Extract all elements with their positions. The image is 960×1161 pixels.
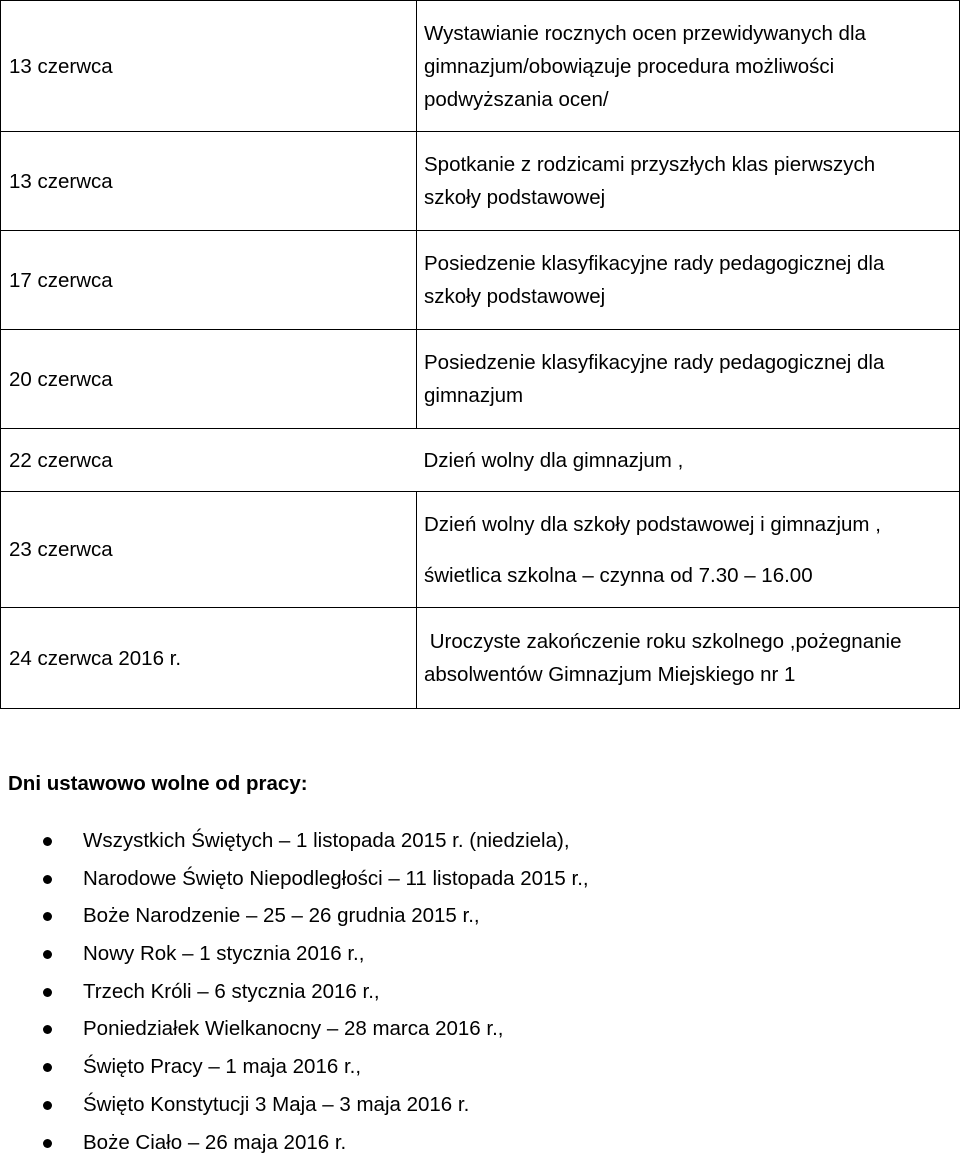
holiday-text: Poniedziałek Wielkanocny – 28 marca 2016 r., xyxy=(83,1017,503,1040)
table-row xyxy=(1,132,960,231)
holidays-heading: Dni ustawowo wolne od pracy: xyxy=(8,767,308,801)
table-row xyxy=(1,1,960,132)
list-item xyxy=(0,1124,589,1161)
event-text: Posiedzenie klasyfikacyjne rady pedagogicznej dla xyxy=(424,247,955,280)
bullet-icon xyxy=(43,1139,52,1148)
event-cell xyxy=(417,608,960,709)
list-item xyxy=(0,973,589,1011)
list-item xyxy=(0,1048,589,1086)
event-text: szkoły podstawowej xyxy=(424,280,955,313)
holiday-text: Święto Konstytucji 3 Maja – 3 maja 2016 r. xyxy=(83,1093,469,1116)
bullet-icon xyxy=(43,950,52,959)
date-cell: 13 czerwca xyxy=(1,132,417,231)
bullet-icon xyxy=(43,875,52,884)
table-row xyxy=(1,429,960,492)
event-cell xyxy=(417,132,960,231)
event-cell xyxy=(417,1,960,132)
holiday-text: Boże Ciało – 26 maja 2016 r. xyxy=(83,1131,346,1154)
bullet-icon xyxy=(43,912,52,921)
event-text: Wystawianie rocznych ocen przewidywanych dla xyxy=(424,17,955,50)
holiday-text: Boże Narodzenie – 25 – 26 grudnia 2015 r., xyxy=(83,904,480,927)
event-text: Dzień wolny dla gimnazjum , xyxy=(424,444,956,477)
date-cell: 23 czerwca xyxy=(1,492,417,608)
table-row xyxy=(1,231,960,330)
event-text: Posiedzenie klasyfikacyjne rady pedagogicznej dla xyxy=(424,346,955,379)
list-item xyxy=(0,860,589,898)
event-cell xyxy=(417,330,960,429)
table-row xyxy=(1,330,960,429)
event-text: Uroczyste zakończenie roku szkolnego ,pożegnanie xyxy=(424,625,955,658)
event-text: Spotkanie z rodzicami przyszłych klas pierwszych xyxy=(424,148,955,181)
table-row xyxy=(1,608,960,709)
list-item xyxy=(0,1010,589,1048)
list-item xyxy=(0,822,589,860)
date-cell: 24 czerwca 2016 r. xyxy=(1,608,417,709)
date-cell: 17 czerwca xyxy=(1,231,417,330)
event-text: Dzień wolny dla szkoły podstawowej i gimnazjum , xyxy=(424,508,955,541)
bullet-icon xyxy=(43,837,52,846)
holidays-list xyxy=(0,822,589,1161)
holiday-text: Święto Pracy – 1 maja 2016 r., xyxy=(83,1055,361,1078)
event-cell xyxy=(417,492,960,608)
event-text: podwyższania ocen/ xyxy=(424,83,955,116)
bullet-icon xyxy=(43,1101,52,1110)
bullet-icon xyxy=(43,1025,52,1034)
list-item xyxy=(0,897,589,935)
date-cell: 13 czerwca xyxy=(1,1,417,132)
event-text: gimnazjum/obowiązuje procedura możliwości xyxy=(424,50,955,83)
event-text: absolwentów Gimnazjum Miejskiego nr 1 xyxy=(424,658,955,691)
holiday-text: Nowy Rok – 1 stycznia 2016 r., xyxy=(83,942,364,965)
list-item xyxy=(0,935,589,973)
holiday-text: Narodowe Święto Niepodległości – 11 listopada 2015 r., xyxy=(83,867,589,890)
holiday-text: Trzech Króli – 6 stycznia 2016 r., xyxy=(83,980,380,1003)
event-text: świetlica szkolna – czynna od 7.30 – 16.00 xyxy=(424,559,955,592)
bullet-icon xyxy=(43,1063,52,1072)
list-item xyxy=(0,1086,589,1124)
event-text: szkoły podstawowej xyxy=(424,181,955,214)
date-cell: 20 czerwca xyxy=(1,330,417,429)
event-cell xyxy=(417,429,960,492)
holiday-text: Wszystkich Świętych – 1 listopada 2015 r. (niedziela), xyxy=(83,829,570,852)
event-cell xyxy=(417,231,960,330)
date-cell: 22 czerwca xyxy=(1,429,417,492)
bullet-icon xyxy=(43,988,52,997)
event-text: gimnazjum xyxy=(424,379,955,412)
table-row xyxy=(1,492,960,608)
